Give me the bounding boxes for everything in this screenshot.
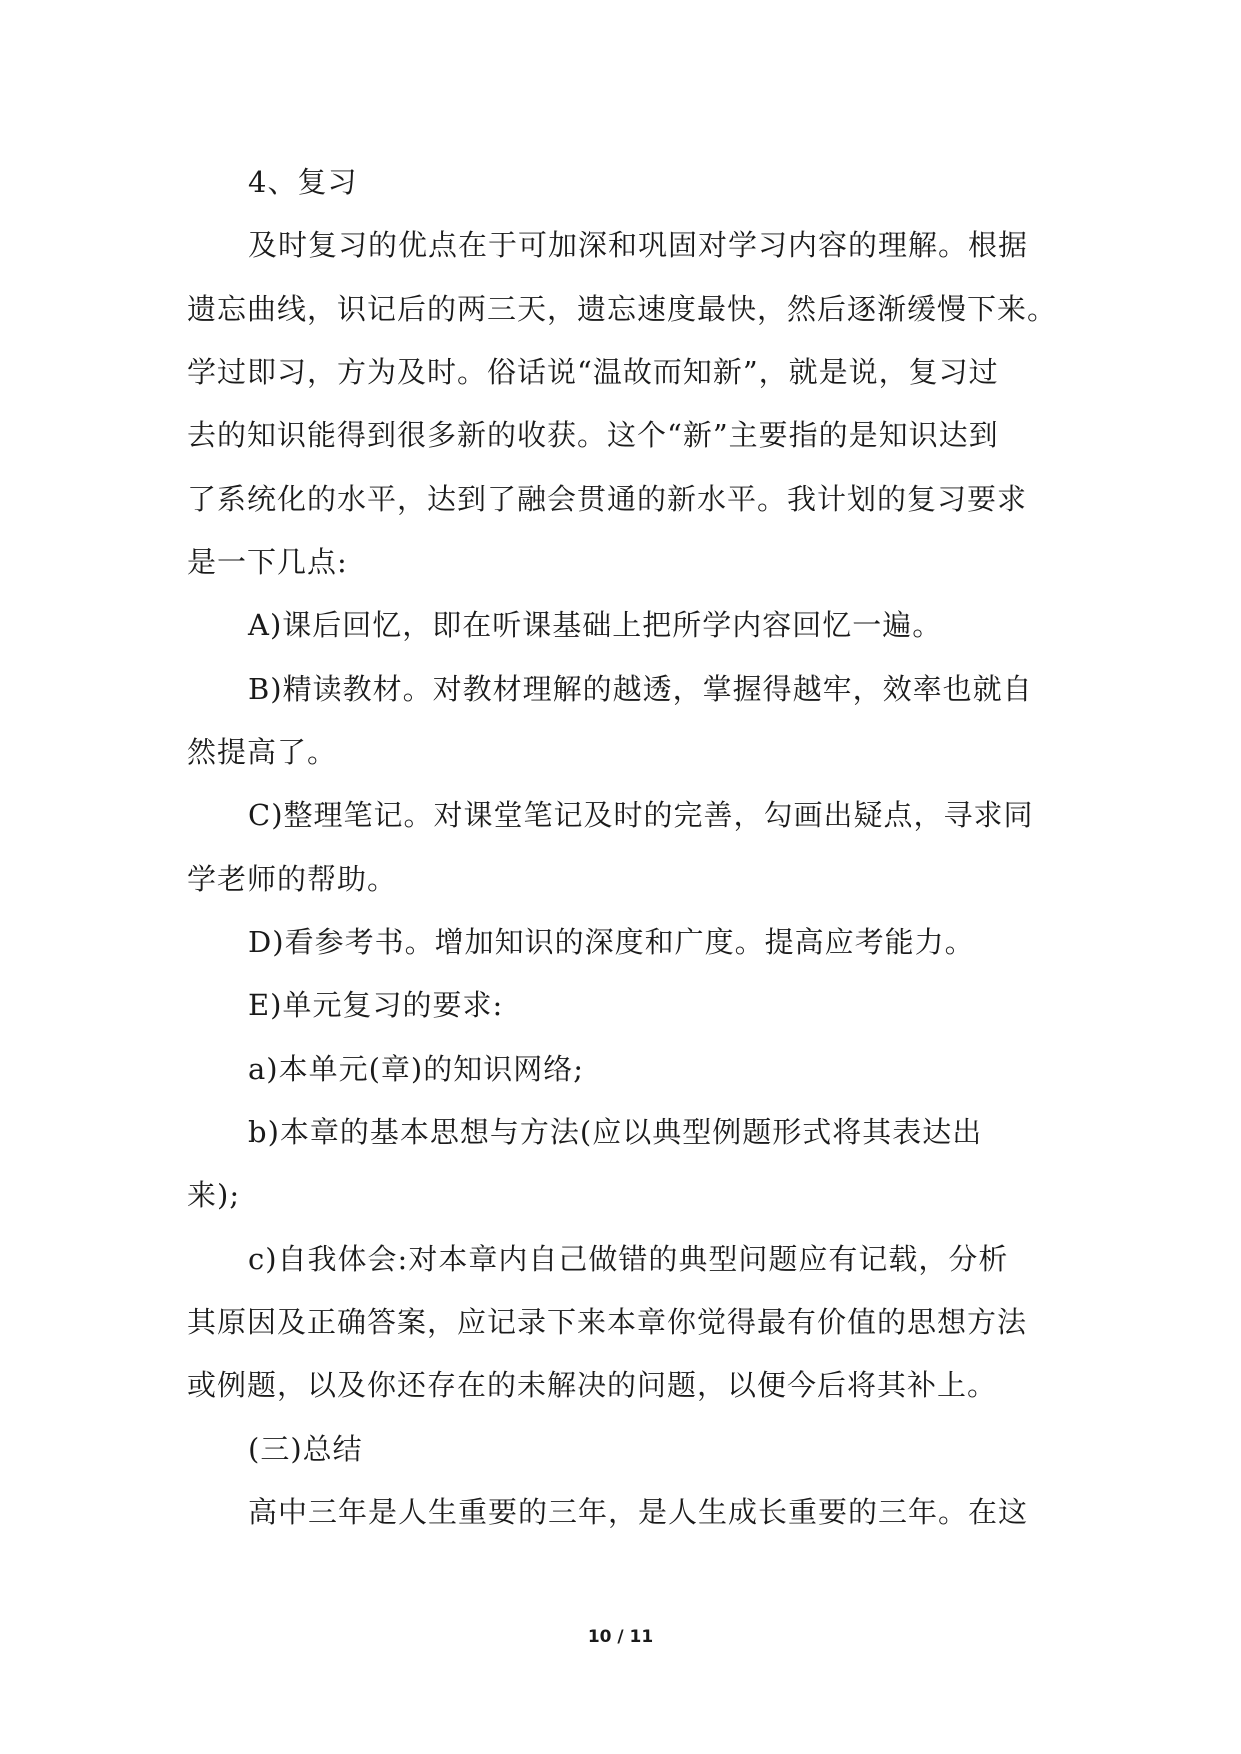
list-item-b: B)精读教材。对教材理解的越透，掌握得越牢，效率也就自 [248, 672, 1033, 706]
paragraph-line: 遗忘曲线，识记后的两三天，遗忘速度最快，然后逐渐缓慢下来。 [187, 292, 1058, 326]
sub-item-c-continuation: 其原因及正确答案，应记录下来本章你觉得最有价值的思想方法 [187, 1305, 1028, 1339]
sub-item-b: b)本章的基本思想与方法(应以典型例题形式将其表达出 [248, 1115, 983, 1149]
paragraph-line: 高中三年是人生重要的三年，是人生成长重要的三年。在这 [248, 1495, 1029, 1529]
list-item-a: A)课后回忆，即在听课基础上把所学内容回忆一遍。 [248, 608, 943, 642]
section-heading-review: 4、复习 [248, 165, 358, 199]
sub-item-c-continuation: 或例题，以及你还存在的未解决的问题，以便今后将其补上。 [187, 1368, 998, 1402]
page-number: 10 / 11 [587, 1627, 654, 1647]
sub-item-b-continuation: 来); [187, 1178, 241, 1212]
list-item-e: E)单元复习的要求: [248, 988, 504, 1022]
list-item-c: C)整理笔记。对课堂笔记及时的完善，勾画出疑点，寻求同 [248, 798, 1034, 832]
sub-item-a: a)本单元(章)的知识网络; [248, 1052, 585, 1086]
list-item-b-continuation: 然提高了。 [187, 735, 338, 769]
paragraph-line: 了系统化的水平，达到了融会贯通的新水平。我计划的复习要求 [187, 482, 1028, 516]
paragraph-line: 及时复习的优点在于可加深和巩固对学习内容的理解。根据 [248, 228, 1029, 262]
paragraph-line: 去的知识能得到很多新的收获。这个“新”主要指的是知识达到 [187, 418, 999, 452]
section-heading-summary: (三)总结 [248, 1432, 363, 1466]
list-item-d: D)看参考书。增加知识的深度和广度。提高应考能力。 [248, 925, 975, 959]
list-item-c-continuation: 学老师的帮助。 [187, 862, 398, 896]
sub-item-c: c)自我体会:对本章内自己做错的典型问题应有记载，分析 [248, 1242, 1009, 1276]
paragraph-line: 是一下几点: [187, 545, 348, 579]
paragraph-line: 学过即习，方为及时。俗话说“温故而知新”，就是说，复习过 [187, 355, 999, 389]
